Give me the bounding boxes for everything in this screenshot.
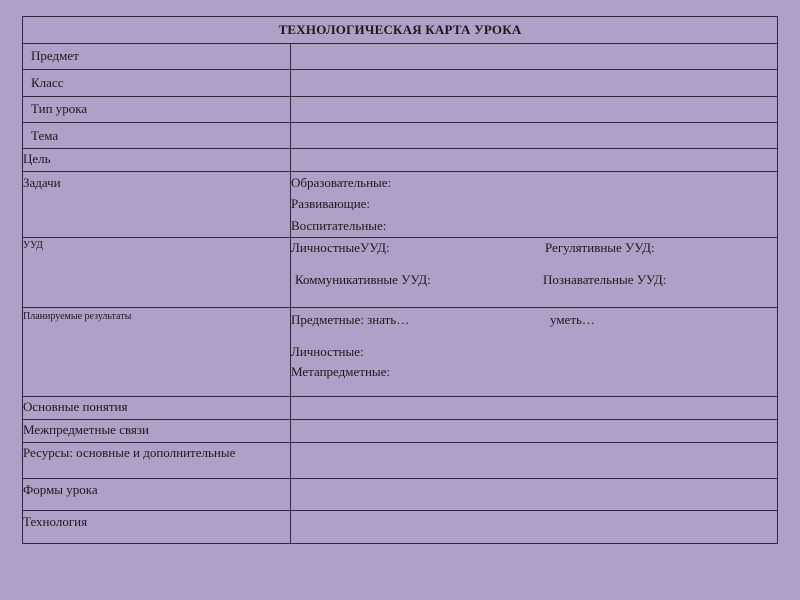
row-divider xyxy=(22,96,778,97)
row-divider xyxy=(22,237,778,238)
row-label-technology: Технология xyxy=(23,514,88,529)
table-title: ТЕХНОЛОГИЧЕСКАЯ КАРТА УРОКА xyxy=(278,22,522,37)
results-meta: Метапредметные: xyxy=(291,364,391,379)
row-label-goal: Цель xyxy=(23,151,51,166)
row-label-class: Класс xyxy=(31,75,64,90)
tasks-upbringing: Воспитательные: xyxy=(291,218,387,233)
row-label-topic: Тема xyxy=(31,128,59,143)
tasks-developmental: Развивающие: xyxy=(291,196,371,211)
row-divider xyxy=(22,148,778,149)
table-border-bottom xyxy=(22,543,778,544)
table-border-top xyxy=(22,16,778,17)
uud-regulatory: Регулятивные УУД: xyxy=(545,240,655,255)
row-label-uud: УУД xyxy=(23,240,43,251)
row-label-key-concepts: Основные понятия xyxy=(23,399,128,414)
row-divider xyxy=(22,419,778,420)
row-label-resources: Ресурсы: основные и дополнительные xyxy=(23,445,236,460)
row-divider xyxy=(22,43,778,44)
uud-cognitive: Познавательные УУД: xyxy=(543,272,667,287)
results-subject-can: уметь… xyxy=(550,312,595,327)
table-border-right xyxy=(777,16,778,543)
uud-personal: ЛичностныеУУД: xyxy=(291,240,390,255)
row-divider xyxy=(22,122,778,123)
row-label-lesson-forms: Формы урока xyxy=(23,482,98,497)
row-label-tasks: Задачи xyxy=(23,175,61,190)
row-divider xyxy=(22,442,778,443)
row-label-planned-results: Планируемые результаты xyxy=(23,311,132,322)
row-divider xyxy=(22,171,778,172)
row-divider xyxy=(22,396,778,397)
row-label-lesson-type: Тип урока xyxy=(31,101,88,116)
results-personal: Личностные: xyxy=(291,344,364,359)
uud-communicative: Коммуникативные УУД: xyxy=(295,272,431,287)
row-label-interdisciplinary: Межпредметные связи xyxy=(23,422,150,437)
row-divider xyxy=(22,69,778,70)
row-divider xyxy=(22,478,778,479)
results-subject-know: Предметные: знать… xyxy=(291,312,410,327)
row-divider xyxy=(22,510,778,511)
table-border-left xyxy=(22,16,23,543)
row-divider xyxy=(22,307,778,308)
column-divider xyxy=(290,43,291,543)
row-label-subject: Предмет xyxy=(31,48,79,63)
tasks-educational: Образовательные: xyxy=(291,175,392,190)
